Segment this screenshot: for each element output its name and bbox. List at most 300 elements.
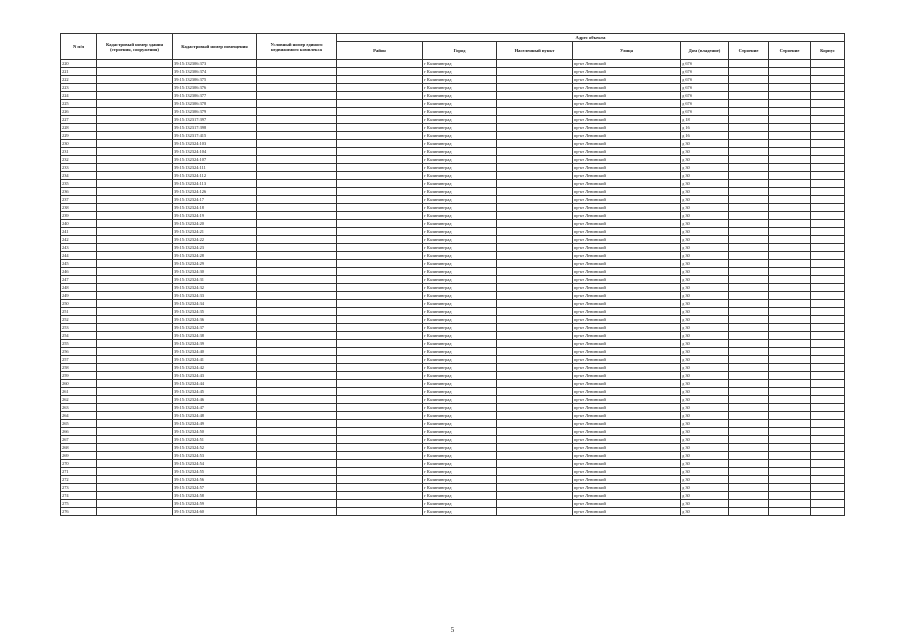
table-cell: 241 (61, 228, 97, 236)
table-cell: пр-кт Ленинский (573, 68, 681, 76)
table-cell: г Калининград (423, 228, 497, 236)
table-cell: 39:15:132324:55 (173, 468, 257, 476)
table-cell (769, 260, 811, 268)
table-cell (337, 140, 423, 148)
table-cell (97, 116, 173, 124)
table-cell: 233 (61, 164, 97, 172)
table-cell: 39:15:132324:17 (173, 196, 257, 204)
table-cell (769, 332, 811, 340)
table-cell (257, 172, 337, 180)
table-cell: пр-кт Ленинский (573, 484, 681, 492)
table-cell (811, 236, 845, 244)
table-cell (257, 332, 337, 340)
table-cell: г Калининград (423, 500, 497, 508)
table-cell (97, 228, 173, 236)
table-cell (729, 196, 769, 204)
table-cell: г Калининград (423, 396, 497, 404)
table-cell (97, 244, 173, 252)
table-cell (257, 60, 337, 68)
table-cell (337, 412, 423, 420)
table-cell: д 67б (681, 100, 729, 108)
table-cell (337, 340, 423, 348)
table-cell: 39:15:132324:52 (173, 444, 257, 452)
table-cell: 273 (61, 484, 97, 492)
table-cell: г Калининград (423, 476, 497, 484)
table-cell: д 30 (681, 268, 729, 276)
table-cell: г Калининград (423, 468, 497, 476)
table-cell: 39:15:132324:58 (173, 492, 257, 500)
table-cell: 39:15:132324:112 (173, 172, 257, 180)
table-cell (97, 180, 173, 188)
table-cell (257, 396, 337, 404)
header-street: Улица (573, 42, 681, 60)
table-cell (729, 172, 769, 180)
table-cell (497, 460, 573, 468)
table-cell (769, 476, 811, 484)
table-cell: д 30 (681, 420, 729, 428)
table-cell (769, 492, 811, 500)
table-cell: 250 (61, 300, 97, 308)
table-cell (97, 92, 173, 100)
table-cell (811, 404, 845, 412)
table-cell: 39:15:132324:56 (173, 476, 257, 484)
table-cell (497, 348, 573, 356)
table-cell (729, 404, 769, 412)
table-cell: д 30 (681, 284, 729, 292)
table-cell (497, 244, 573, 252)
table-cell (97, 140, 173, 148)
table-cell (337, 332, 423, 340)
table-cell (337, 492, 423, 500)
table-cell (729, 92, 769, 100)
table-cell (811, 228, 845, 236)
table-cell: г Калининград (423, 492, 497, 500)
table-cell (337, 92, 423, 100)
table-cell (97, 420, 173, 428)
table-cell (97, 316, 173, 324)
table-cell: д 30 (681, 212, 729, 220)
table-row (61, 284, 845, 292)
table-cell (257, 220, 337, 228)
table-cell: 252 (61, 316, 97, 324)
table-cell (97, 132, 173, 140)
table-cell (811, 444, 845, 452)
table-cell (337, 156, 423, 164)
table-cell (811, 372, 845, 380)
table-cell (769, 196, 811, 204)
table-cell: 39:15:132324:33 (173, 292, 257, 300)
property-register-sheet (60, 33, 845, 516)
table-row (61, 340, 845, 348)
table-cell (811, 60, 845, 68)
table-cell (769, 460, 811, 468)
table-cell: пр-кт Ленинский (573, 220, 681, 228)
table-cell: г Калининград (423, 324, 497, 332)
table-cell (97, 364, 173, 372)
table-cell: 262 (61, 396, 97, 404)
table-cell (257, 476, 337, 484)
table-row (61, 92, 845, 100)
table-cell: 226 (61, 108, 97, 116)
table-cell (257, 116, 337, 124)
table-cell (769, 148, 811, 156)
table-cell (257, 124, 337, 132)
table-cell (257, 100, 337, 108)
table-cell: 270 (61, 460, 97, 468)
table-cell (769, 76, 811, 84)
table-cell (811, 292, 845, 300)
table-cell (257, 460, 337, 468)
table-cell: д 30 (681, 396, 729, 404)
table-cell (811, 220, 845, 228)
table-cell (97, 452, 173, 460)
table-cell (729, 412, 769, 420)
table-row (61, 460, 845, 468)
table-cell: д 30 (681, 468, 729, 476)
table-cell: 39:15:132324:20 (173, 220, 257, 228)
table-cell (497, 468, 573, 476)
table-cell: г Калининград (423, 108, 497, 116)
table-cell (97, 396, 173, 404)
table-cell (97, 276, 173, 284)
table-cell (497, 60, 573, 68)
table-cell: г Калининград (423, 60, 497, 68)
table-cell: 257 (61, 356, 97, 364)
table-cell: пр-кт Ленинский (573, 284, 681, 292)
table-row (61, 412, 845, 420)
table-cell (337, 188, 423, 196)
table-cell (729, 356, 769, 364)
table-cell: д 30 (681, 324, 729, 332)
table-cell: г Калининград (423, 132, 497, 140)
table-cell: пр-кт Ленинский (573, 260, 681, 268)
table-cell: д 30 (681, 140, 729, 148)
table-cell (769, 60, 811, 68)
table-cell (97, 220, 173, 228)
table-cell (729, 276, 769, 284)
table-cell (811, 348, 845, 356)
table-cell: д 30 (681, 188, 729, 196)
table-cell: 39:15:132324:60 (173, 508, 257, 516)
table-cell: 236 (61, 188, 97, 196)
table-cell (497, 180, 573, 188)
table-cell: пр-кт Ленинский (573, 172, 681, 180)
table-cell (497, 284, 573, 292)
table-cell (729, 380, 769, 388)
header-settlement: Населенный пункт (497, 42, 573, 60)
table-cell (769, 140, 811, 148)
table-cell: д 30 (681, 228, 729, 236)
table-cell (769, 324, 811, 332)
table-cell: 39:15:132324:47 (173, 404, 257, 412)
table-cell: д 30 (681, 172, 729, 180)
table-cell: д 30 (681, 492, 729, 500)
table-cell: 39:15:132324:45 (173, 388, 257, 396)
table-row (61, 260, 845, 268)
table-row (61, 484, 845, 492)
table-cell: г Калининград (423, 268, 497, 276)
table-cell: 228 (61, 124, 97, 132)
table-cell (97, 340, 173, 348)
table-body (61, 60, 845, 516)
table-cell: 39:15:132324:36 (173, 316, 257, 324)
table-cell (337, 164, 423, 172)
table-cell: д 30 (681, 460, 729, 468)
table-row (61, 188, 845, 196)
header-city: Город (423, 42, 497, 60)
table-cell (497, 300, 573, 308)
table-cell: 266 (61, 428, 97, 436)
table-row (61, 180, 845, 188)
table-cell: г Калининград (423, 284, 497, 292)
table-cell: пр-кт Ленинский (573, 476, 681, 484)
table-row (61, 500, 845, 508)
table-cell (337, 148, 423, 156)
table-cell (497, 148, 573, 156)
table-cell (337, 84, 423, 92)
table-cell (769, 156, 811, 164)
table-cell: г Калининград (423, 292, 497, 300)
table-cell: 244 (61, 252, 97, 260)
table-cell (729, 68, 769, 76)
table-cell (811, 316, 845, 324)
table-row (61, 204, 845, 212)
table-cell: г Калининград (423, 84, 497, 92)
table-cell: 39:15:132324:104 (173, 148, 257, 156)
table-cell (497, 508, 573, 516)
table-cell (337, 100, 423, 108)
table-cell (729, 340, 769, 348)
table-cell (497, 268, 573, 276)
table-cell (337, 380, 423, 388)
table-cell: г Калининград (423, 188, 497, 196)
table-cell: 39:15:132324:19 (173, 212, 257, 220)
table-cell (497, 260, 573, 268)
table-cell (97, 60, 173, 68)
table-cell (337, 108, 423, 116)
table-cell (337, 220, 423, 228)
table-cell (729, 60, 769, 68)
table-row (61, 100, 845, 108)
table-row (61, 380, 845, 388)
table-cell: 39:15:132324:57 (173, 484, 257, 492)
table-cell (337, 116, 423, 124)
table-cell: 39:15:132324:49 (173, 420, 257, 428)
table-cell (769, 100, 811, 108)
table-cell (497, 380, 573, 388)
table-cell (337, 260, 423, 268)
table-cell (811, 428, 845, 436)
table-cell: пр-кт Ленинский (573, 332, 681, 340)
table-cell (257, 188, 337, 196)
table-cell (729, 436, 769, 444)
table-cell (497, 132, 573, 140)
table-cell (811, 484, 845, 492)
table-cell (97, 372, 173, 380)
table-cell: 260 (61, 380, 97, 388)
table-cell (497, 188, 573, 196)
table-cell (337, 196, 423, 204)
table-cell (97, 324, 173, 332)
table-cell (257, 428, 337, 436)
table-cell: 39:15:132324:54 (173, 460, 257, 468)
table-row (61, 332, 845, 340)
table-cell: 39:15:132324:53 (173, 452, 257, 460)
table-cell: пр-кт Ленинский (573, 140, 681, 148)
table-cell: д 67б (681, 92, 729, 100)
table-cell (729, 500, 769, 508)
table-cell (337, 268, 423, 276)
table-cell (769, 212, 811, 220)
table-cell (769, 356, 811, 364)
table-cell (811, 212, 845, 220)
table-cell (769, 380, 811, 388)
table-cell (257, 292, 337, 300)
table-cell (257, 132, 337, 140)
table-cell: г Калининград (423, 348, 497, 356)
table-cell: г Калининград (423, 204, 497, 212)
table-cell: пр-кт Ленинский (573, 60, 681, 68)
table-cell (811, 196, 845, 204)
table-cell: пр-кт Ленинский (573, 228, 681, 236)
header-conditional-number: Условный номер единого недвижимого комплекса (257, 34, 337, 60)
table-cell (497, 436, 573, 444)
table-cell (811, 508, 845, 516)
table-cell: пр-кт Ленинский (573, 180, 681, 188)
table-cell: 242 (61, 236, 97, 244)
table-cell (497, 116, 573, 124)
table-cell: 224 (61, 92, 97, 100)
table-cell (497, 324, 573, 332)
table-cell: 39:15:132324:44 (173, 380, 257, 388)
table-cell (97, 308, 173, 316)
table-cell (97, 76, 173, 84)
table-cell (257, 204, 337, 212)
table-cell: г Калининград (423, 68, 497, 76)
table-cell: 39:15:132324:41 (173, 356, 257, 364)
table-cell: пр-кт Ленинский (573, 196, 681, 204)
table-cell (337, 420, 423, 428)
table-cell: пр-кт Ленинский (573, 428, 681, 436)
table-cell: 39:15:132324:37 (173, 324, 257, 332)
table-cell (337, 316, 423, 324)
table-cell (257, 436, 337, 444)
table-cell (769, 244, 811, 252)
table-cell: г Калининград (423, 308, 497, 316)
table-cell (769, 84, 811, 92)
table-row (61, 172, 845, 180)
table-row (61, 132, 845, 140)
table-row (61, 124, 845, 132)
table-cell (729, 252, 769, 260)
table-cell (769, 180, 811, 188)
table-row (61, 268, 845, 276)
table-cell (729, 348, 769, 356)
table-cell (257, 356, 337, 364)
table-cell (769, 428, 811, 436)
table-cell (729, 292, 769, 300)
table-row (61, 60, 845, 68)
table-cell (811, 284, 845, 292)
table-cell: 223 (61, 84, 97, 92)
table-cell (337, 276, 423, 284)
table-row (61, 68, 845, 76)
table-cell (497, 100, 573, 108)
header-num: N п/п (61, 34, 97, 60)
table-cell: г Калининград (423, 460, 497, 468)
table-cell: д 30 (681, 164, 729, 172)
table-cell: 232 (61, 156, 97, 164)
header-room: Корпус (811, 42, 845, 60)
header-district: Район (337, 42, 423, 60)
table-cell (97, 508, 173, 516)
table-cell (729, 324, 769, 332)
table-cell (257, 500, 337, 508)
table-cell (257, 84, 337, 92)
table-cell (729, 124, 769, 132)
table-cell: 39:15:132324:35 (173, 308, 257, 316)
table-cell: 237 (61, 196, 97, 204)
table-cell (337, 388, 423, 396)
table-cell (729, 140, 769, 148)
table-cell (769, 236, 811, 244)
table-cell: 39:15:132324:31 (173, 276, 257, 284)
table-cell: г Калининград (423, 252, 497, 260)
table-cell (257, 340, 337, 348)
table-cell (337, 204, 423, 212)
table-cell (337, 244, 423, 252)
table-cell: 239 (61, 212, 97, 220)
table-cell (729, 492, 769, 500)
table-cell (497, 428, 573, 436)
table-cell (337, 428, 423, 436)
table-cell (811, 100, 845, 108)
table-cell: г Калининград (423, 276, 497, 284)
table-cell: д 30 (681, 300, 729, 308)
table-cell: 39:15:132324:46 (173, 396, 257, 404)
table-cell (497, 316, 573, 324)
table-row (61, 84, 845, 92)
table-cell (811, 452, 845, 460)
table-cell: 39:15:132324:29 (173, 260, 257, 268)
table-cell (769, 308, 811, 316)
table-cell (811, 116, 845, 124)
table-cell (769, 124, 811, 132)
table-cell: пр-кт Ленинский (573, 244, 681, 252)
table-cell: пр-кт Ленинский (573, 108, 681, 116)
table-cell (97, 492, 173, 500)
table-cell: д 30 (681, 452, 729, 460)
table-cell (257, 412, 337, 420)
table-cell (257, 452, 337, 460)
table-cell (729, 332, 769, 340)
table-cell (729, 108, 769, 116)
table-cell (257, 316, 337, 324)
table-cell (497, 476, 573, 484)
table-cell: 39:15:132324:48 (173, 412, 257, 420)
table-cell: г Калининград (423, 436, 497, 444)
table-cell: 274 (61, 492, 97, 500)
table-row (61, 76, 845, 84)
table-cell: 222 (61, 76, 97, 84)
table-cell (811, 188, 845, 196)
table-cell: г Калининград (423, 220, 497, 228)
table-cell (497, 212, 573, 220)
table-cell: г Калининград (423, 332, 497, 340)
table-cell: д 30 (681, 476, 729, 484)
table-cell: пр-кт Ленинский (573, 364, 681, 372)
table-cell (97, 348, 173, 356)
